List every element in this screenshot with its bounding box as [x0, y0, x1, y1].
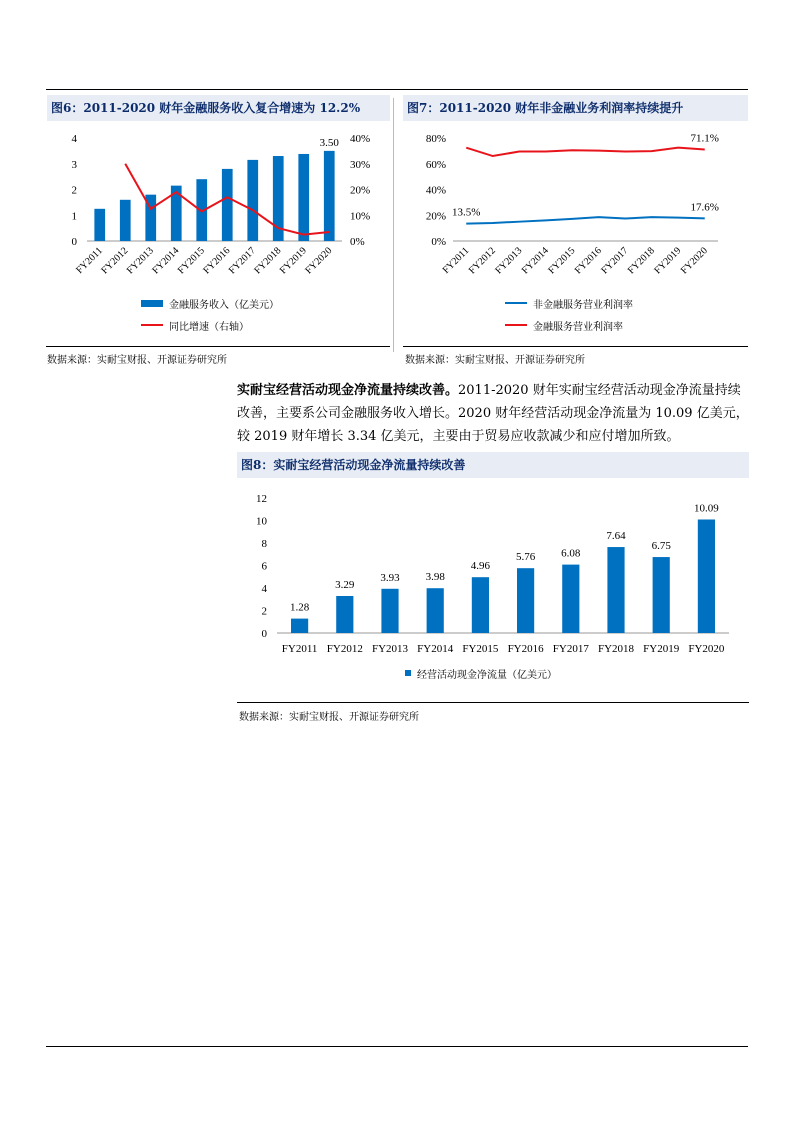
fig8-data-label: 10.09: [694, 502, 719, 515]
fig8-x-tick: FY2014: [417, 643, 454, 655]
fig8-source-rule: [237, 702, 749, 703]
fig8-data-label: 1.28: [289, 601, 310, 614]
panel-divider: [393, 98, 394, 352]
fig7-x-tick: FY2017: [599, 245, 631, 277]
fig6-x-tick: FY2013: [124, 245, 156, 277]
fig8-bar: [291, 619, 308, 633]
fig6-title: [47, 95, 390, 121]
fig8-chart: [237, 486, 749, 661]
fig7-legend-red-swatch: [505, 324, 527, 326]
body-paragraph: [237, 379, 749, 448]
fig6-y2-tick: 10%: [350, 210, 371, 223]
fig6-y2-tick: 30%: [350, 158, 371, 171]
fig7-source: 数据来源：实耐宝财报、开源证券研究所: [405, 355, 585, 366]
fig6-data-label: 3.50: [319, 136, 339, 149]
fig8-source: 数据来源：实耐宝财报、开源证券研究所: [239, 712, 419, 723]
fig6-y-tick: 4: [71, 133, 77, 145]
fig8-data-label: 3.29: [335, 578, 355, 591]
fig6-chart: [47, 124, 390, 290]
footer-rule: [46, 1046, 748, 1047]
fig7-title-text: 图7：2011-2020 财年非金融业务利润率持续提升: [407, 101, 684, 115]
fig8-y-tick: 12: [256, 493, 267, 505]
fig8-data-label: 3.93: [380, 571, 400, 584]
fig8-legend: [405, 662, 557, 684]
fig8-data-label: 3.98: [425, 571, 445, 584]
fig6-x-tick: FY2019: [277, 245, 309, 277]
fig7-title: [403, 95, 748, 121]
fig8-title: [237, 452, 749, 478]
fig6-bar: [94, 209, 105, 241]
fig6-bar: [222, 169, 233, 241]
fig7-x-tick: FY2012: [466, 245, 498, 277]
fig8-bar: [517, 568, 534, 633]
fig8-bar: [698, 519, 715, 633]
fig6-y2-tick: 20%: [350, 184, 371, 197]
fig7-financial-line: [466, 148, 705, 156]
fig8-x-tick: FY2018: [597, 643, 635, 655]
fig7-source-rule: [403, 346, 748, 347]
fig7-nonfinancial-line: [466, 217, 705, 223]
fig8-data-label: 6.75: [651, 540, 671, 553]
fig8-y-tick: 0: [261, 628, 267, 640]
fig7-y-tick: 20%: [425, 210, 446, 223]
fig7-legend-blue-swatch: [505, 302, 527, 304]
fig7-y-tick: 0%: [431, 236, 446, 248]
fig7-x-tick: FY2019: [652, 245, 684, 277]
fig8-x-tick: FY2017: [552, 643, 589, 655]
fig8-legend-label: 经营活动现金净流量（亿美元）: [417, 669, 557, 681]
fig8-bar: [381, 589, 398, 633]
fig7-legend-red-label: 金融服务营业利润率: [533, 321, 623, 333]
fig6-source-rule: [46, 346, 390, 347]
fig6-x-tick: FY2018: [252, 245, 284, 277]
fig6-y-tick: 0: [71, 236, 77, 248]
fig6-legend-line-swatch: [141, 324, 163, 326]
fig7-data-label: 17.6%: [690, 201, 719, 214]
fig7-x-tick: FY2016: [572, 245, 604, 277]
fig6-y2-tick: 0%: [350, 236, 365, 248]
fig8-x-tick: FY2012: [326, 643, 363, 655]
fig8-x-tick: FY2020: [688, 643, 725, 655]
fig6-x-tick: FY2012: [99, 245, 131, 277]
fig8-x-tick: FY2011: [281, 643, 318, 655]
fig8-x-tick: FY2016: [507, 643, 544, 655]
fig6-y-tick: 3: [71, 158, 77, 171]
fig7-y-tick: 40%: [425, 184, 446, 197]
fig8-bar: [336, 596, 353, 633]
fig7-x-tick: FY2011: [440, 245, 472, 277]
fig6-y-tick: 2: [71, 184, 77, 197]
fig8-bar: [653, 557, 670, 633]
fig8-legend-swatch: [405, 670, 411, 676]
fig7-y-tick: 80%: [425, 133, 446, 145]
fig6-legend-bar-label: 金融服务收入（亿美元）: [169, 299, 279, 311]
fig8-data-label: 6.08: [561, 547, 581, 560]
fig7-x-tick: FY2020: [678, 245, 710, 277]
fig6-legend: [141, 292, 279, 336]
fig7-legend-blue-label: 非金融服务营业利润率: [533, 299, 633, 311]
fig6-source: 数据来源：实耐宝财报、开源证券研究所: [47, 355, 227, 366]
fig7-legend: [505, 292, 633, 336]
fig7-x-tick: FY2015: [546, 245, 578, 277]
fig6-y2-tick: 40%: [350, 133, 371, 145]
fig7-x-tick: FY2014: [519, 245, 551, 277]
fig6-bar: [247, 160, 258, 241]
fig8-y-tick: 2: [261, 605, 267, 618]
fig8-y-tick: 4: [261, 583, 267, 595]
header-rule: [46, 89, 748, 90]
paragraph-body: 2011-2020 财年实耐宝经营活动现金净流量持续改善，主要系公司金融服务收入增长。2020 财年经营活动现金净流量为 10.09 亿美元，较 2019 财年增长 3.34 亿美元，主要由于贸易应收款减少和应付增加所致。: [237, 383, 749, 444]
fig6-x-tick: FY2020: [303, 245, 335, 277]
fig6-x-tick: FY2017: [226, 245, 258, 277]
fig6-x-tick: FY2015: [175, 245, 207, 277]
fig8-data-label: 4.96: [470, 560, 491, 573]
fig6-legend-line-label: 同比增速（右轴）: [169, 321, 249, 333]
fig6-y-tick: 1: [71, 210, 77, 223]
fig8-x-tick: FY2019: [643, 643, 680, 655]
fig7-x-tick: FY2018: [625, 245, 657, 277]
fig6-x-tick: FY2016: [201, 245, 233, 277]
fig8-x-tick: FY2013: [371, 643, 409, 655]
fig8-y-tick: 10: [256, 515, 267, 528]
fig6-x-tick: FY2014: [150, 245, 182, 277]
fig8-data-label: 5.76: [515, 551, 536, 564]
fig6-bar: [298, 154, 309, 241]
fig8-y-tick: 8: [261, 538, 267, 550]
fig8-data-label: 7.64: [606, 530, 626, 543]
fig8-x-tick: FY2015: [462, 643, 499, 655]
paragraph-lead: 实耐宝经营活动现金净流量持续改善。: [237, 383, 459, 398]
fig7-data-label: 71.1%: [690, 132, 719, 145]
fig8-bar: [427, 588, 444, 633]
fig8-bar: [607, 547, 624, 633]
fig8-title-text: 图8：实耐宝经营活动现金净流量持续改善: [241, 458, 466, 472]
fig8-bar: [472, 577, 489, 633]
fig8-y-tick: 6: [261, 560, 267, 573]
fig6-bar: [120, 200, 131, 241]
fig6-bar: [324, 151, 335, 241]
fig6-title-text: 图6：2011-2020 财年金融服务收入复合增速为 12.2%: [51, 101, 361, 115]
fig7-x-tick: FY2013: [493, 245, 525, 277]
fig6-legend-bar-swatch: [141, 300, 163, 307]
fig7-chart: [403, 124, 748, 290]
fig8-bar: [562, 565, 579, 633]
fig6-x-tick: FY2011: [74, 245, 105, 277]
fig7-data-label: 13.5%: [452, 206, 481, 219]
fig7-y-tick: 60%: [425, 158, 446, 171]
